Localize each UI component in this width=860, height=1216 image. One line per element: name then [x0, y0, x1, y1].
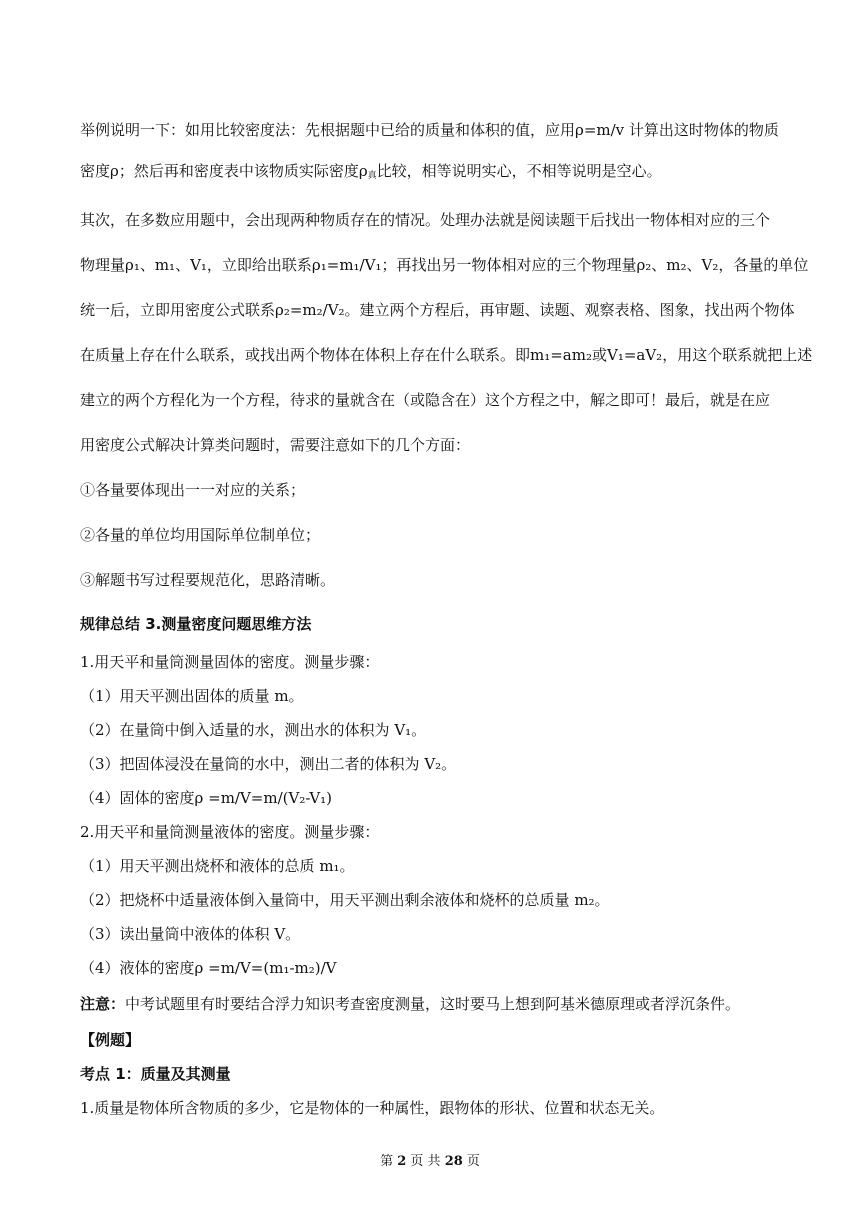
step-intro: 2.用天平和量筒测量液体的密度。测量步骤：	[80, 823, 380, 841]
step-item: （3）把固体浸没在量筒的水中，测出二者的体积为 V₂。	[80, 755, 457, 773]
note-label: 注意：	[80, 995, 126, 1013]
paragraph-line: 统一后，立即用密度公式联系ρ₂=m₂/V₂。建立两个方程后，再审题、读题、观察表格、图象，找出两个物体	[80, 301, 795, 319]
step-item: （4）液体的密度ρ =m/V=(m₁-m₂)/V	[80, 959, 337, 977]
step-intro: 1.用天平和量筒测量固体的密度。测量步骤：	[80, 653, 380, 671]
step-item: （3）读出量筒中液体的体积 V。	[80, 925, 301, 943]
example-line: 1.质量是物体所含物质的多少，它是物体的一种属性，跟物体的形状、位置和状态无关。	[80, 1099, 665, 1117]
note-line	[80, 994, 740, 1014]
footer-text: 页	[466, 1154, 480, 1169]
section-title: 规律总结 3.测量密度问题思维方法	[80, 615, 312, 633]
example-heading: 【例题】	[80, 1031, 141, 1049]
step-item: （4）固体的密度ρ =m/V=m/(V₂-V₁)	[80, 789, 333, 807]
list-item: ③解题书写过程要规范化，思路清晰。	[80, 571, 336, 589]
paragraph-line	[80, 161, 662, 186]
subscript: 真	[367, 171, 377, 181]
paragraph-line: 在质量上存在什么联系，或找出两个物体在体积上存在什么联系。即m₁=am₂或V₁=aV₂，用这个联系就把上述	[80, 346, 813, 364]
footer-text: 页 共	[410, 1154, 441, 1169]
page-number: 2	[397, 1154, 407, 1169]
text-span: 密度ρ；然后再和密度表中该物质实际密度ρ	[80, 162, 368, 180]
paragraph-line: 用密度公式解决计算类问题时，需要注意如下的几个方面：	[80, 436, 471, 454]
paragraph-line: 建立的两个方程化为一个方程，待求的量就含在（或隐含在）这个方程之中，解之即可！最后，就是在应	[80, 391, 771, 409]
paragraph-line: 物理量ρ₁、m₁、V₁，立即给出联系ρ₁=m₁/V₁；再找出另一物体相对应的三个物理量ρ₂、m₂、V₂，各量的单位	[80, 256, 809, 274]
step-item: （1）用天平测出固体的质量 m。	[80, 687, 304, 705]
step-item: （2）把烧杯中适量液体倒入量筒中，用天平测出剩余液体和烧杯的总质量 m₂。	[80, 891, 610, 909]
step-item: （1）用天平测出烧杯和液体的总质 m₁。	[80, 857, 355, 875]
note-text: 中考试题里有时要结合浮力知识考查密度测量，这时要马上想到阿基米德原理或者浮沉条件。	[125, 995, 741, 1013]
paragraph-line: 其次，在多数应用题中，会出现两种物质存在的情况。处理办法就是阅读题干后找出一物体相对应的三个	[80, 211, 771, 229]
footer-text: 第	[380, 1154, 394, 1169]
list-item: ②各量的单位均用国际单位制单位；	[80, 526, 321, 544]
page-total: 28	[444, 1154, 463, 1169]
paragraph-line: 举例说明一下：如用比较密度法：先根据题中已给的质量和体积的值，应用ρ=m/v 计算出这时物体的物质	[80, 121, 779, 139]
step-item: （2）在量筒中倒入适量的水，测出水的体积为 V₁。	[80, 721, 427, 739]
text-span: 比较，相等说明实心，不相等说明是空心。	[376, 162, 662, 180]
list-item: ①各量要体现出一一对应的关系；	[80, 481, 306, 499]
page-footer	[0, 1150, 860, 1169]
exam-point-title: 考点 1：质量及其测量	[80, 1065, 231, 1083]
